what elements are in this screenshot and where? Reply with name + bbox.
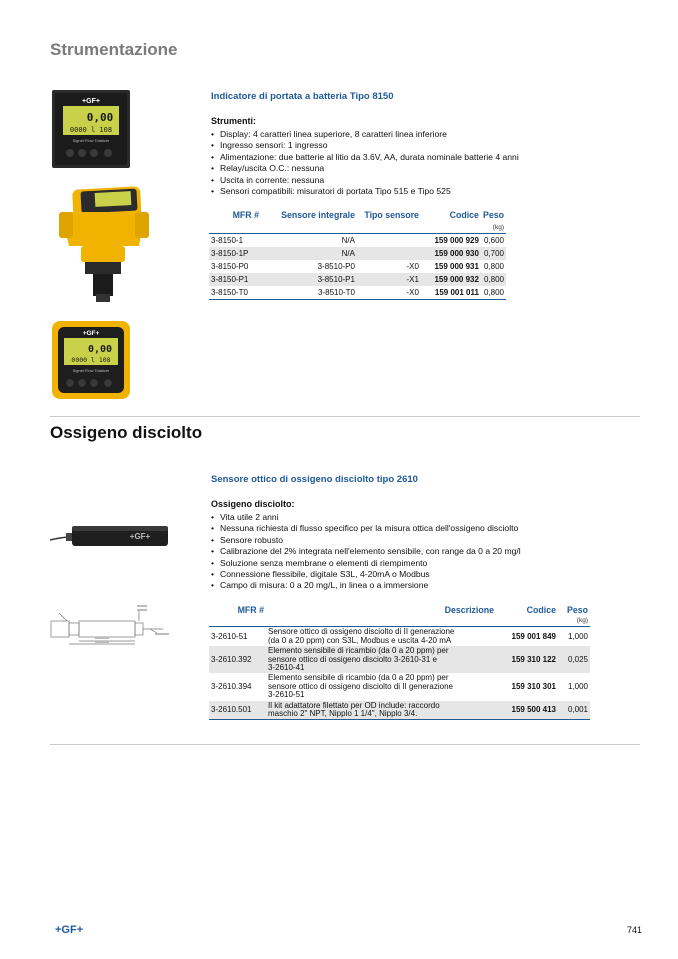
- cell-tipo: -X0: [357, 286, 421, 300]
- cell-descrizione: [266, 627, 496, 646]
- unit-label: (kg): [576, 617, 588, 624]
- cell-peso: 0,600: [481, 234, 506, 248]
- desc-line: sensore ottico di ossigeno disciolto di II generazione: [268, 681, 453, 691]
- lcd-bottom-reading: 0000 l 108: [69, 126, 113, 134]
- cell-peso: 0,800: [481, 273, 506, 286]
- product-image-8150-yellow-panel: [52, 321, 130, 399]
- brand-logo: +GF+: [129, 532, 151, 541]
- features-title-ossigeno: Ossigeno disciolto:: [211, 499, 295, 509]
- cell-peso: 1,000: [558, 627, 590, 646]
- footer-gf-logo: +GF+: [55, 924, 84, 936]
- cell-codice: 159 001 011: [421, 286, 481, 300]
- desc-line: Sensore ottico di ossigeno disciolto di II generazione: [268, 627, 455, 637]
- unit-label: (kg): [492, 224, 504, 231]
- desc-line: Elemento sensibile di ricambio (da 0 a 20 ppm) per: [268, 673, 449, 683]
- cell-mfr: 3-8150-T0: [209, 286, 261, 300]
- feature-item: • Calibrazione del 2% integrata nell'elemento sensibile, con range da 0 a 20 mg/l: [211, 546, 521, 557]
- cell-peso: 0,700: [481, 247, 506, 260]
- product-image-8150-pipe-mount: [55, 182, 152, 304]
- cell-tipo: [357, 247, 421, 260]
- cell-codice: 159 000 929: [421, 234, 481, 248]
- cell-codice: 159 001 849: [496, 627, 558, 646]
- cell-descrizione: [266, 673, 496, 700]
- cell-codice: 159 000 932: [421, 273, 481, 286]
- feature-item: • Vita utile 2 anni: [211, 512, 521, 523]
- cell-sensore: 3-8510-P0: [317, 262, 355, 271]
- section-divider: [50, 416, 640, 417]
- feature-item: • Relay/uscita O.C.: nessuna: [211, 163, 519, 174]
- page-number: 741: [627, 925, 643, 935]
- table-row: [209, 646, 590, 673]
- feature-item: • Nessuna richiesta di flusso specifico per la misura ottica dell'ossigeno disciolto: [211, 523, 521, 534]
- product-table-2610: [209, 605, 590, 720]
- cell-descrizione: [266, 701, 496, 720]
- cell-sensore: 3-8510-T0: [261, 286, 357, 300]
- cell-mfr: 3-8150-1: [209, 234, 261, 248]
- col-header-peso: Peso: [566, 605, 588, 615]
- cell-mfr: 3-8150-1P: [209, 247, 261, 260]
- product-title-8150: Indicatore di portata a batteria Tipo 8150: [211, 91, 394, 102]
- col-header-peso: Peso: [482, 210, 504, 220]
- table-row: [209, 247, 506, 260]
- technical-drawing-2610: [45, 603, 177, 647]
- cell-codice: 159 310 122: [496, 646, 558, 673]
- table-row: [209, 701, 590, 720]
- col-header-mfr: MFR #: [237, 605, 264, 615]
- cell-mfr: 3-2610.394: [211, 681, 252, 691]
- feature-item: • Soluzione senza membrane o elementi di riempimento: [211, 558, 521, 569]
- col-header-tipo-sensore: Tipo sensore: [364, 210, 419, 220]
- cell-sensore: N/A: [261, 247, 357, 260]
- cell-peso: 0,800: [481, 286, 506, 300]
- lcd-top-reading: 0,00: [86, 111, 114, 124]
- cell-mfr: 3-8150-P1: [209, 273, 261, 286]
- feature-item: • Sensori compatibili: misuratori di portata Tipo 515 e Tipo 525: [211, 186, 519, 197]
- cell-peso: 0,025: [558, 646, 590, 673]
- cell-codice: 159 000 931: [434, 262, 479, 271]
- cell-tipo: -X0: [406, 262, 419, 271]
- brand-logo: +GF+: [82, 98, 100, 105]
- desc-line: maschio 2" NPT, Nipplo 1 1/4", Nipplo 3/4.: [268, 709, 418, 719]
- table-row: [209, 260, 506, 273]
- col-header-codice: Codice: [449, 210, 479, 220]
- cell-peso: 0,800: [483, 262, 504, 271]
- desc-line: 3-2610-41: [268, 663, 305, 673]
- col-header-descrizione: Descrizione: [444, 605, 494, 615]
- features-list-8150: [211, 129, 519, 197]
- section-title-strumentazione: Strumentazione: [50, 40, 178, 59]
- cell-codice: 159 310 301: [511, 681, 556, 691]
- cell-mfr: 3-2610-51: [209, 627, 266, 646]
- cell-sensore: N/A: [261, 234, 357, 248]
- feature-item: • Connessione flessibile, digitale S3L, 4-20mA o Modbus: [211, 569, 521, 580]
- feature-item: • Sensore robusto: [211, 535, 521, 546]
- device-caption: Signet Flow Totalizer: [72, 138, 110, 143]
- cell-descrizione: [266, 646, 496, 673]
- features-title-strumenti: Strumenti:: [211, 116, 256, 126]
- col-header-mfr: MFR #: [232, 210, 259, 220]
- desc-line: 3-2610-51: [268, 690, 305, 700]
- feature-item: • Ingresso sensori: 1 ingresso: [211, 140, 519, 151]
- desc-line: Il kit adattatore filettato per OD include: raccordo: [268, 700, 440, 710]
- device-caption: Signet Flow Totalizer: [72, 368, 110, 373]
- product-image-2610-sensor: [48, 520, 172, 550]
- features-list-2610: [211, 512, 521, 592]
- section-title-ossigeno-disciolto: Ossigeno disciolto: [50, 423, 203, 442]
- col-header-codice: Codice: [526, 605, 556, 615]
- cell-tipo: -X1: [357, 273, 421, 286]
- product-image-8150-panel: [52, 90, 130, 168]
- cell-peso: 0,001: [558, 701, 590, 720]
- cell-peso: 1,000: [567, 681, 588, 691]
- col-header-sensore-integrale: Sensore integrale: [281, 210, 355, 220]
- feature-item: • Uscita in corrente: nessuna: [211, 175, 519, 186]
- desc-line: sensore ottico di ossigeno disciolto 3-2610-31 e: [268, 654, 437, 664]
- cell-tipo: [357, 234, 421, 248]
- cell-mfr: 3-2610.501: [209, 701, 266, 720]
- lcd-bottom-reading: 0000 l 108: [71, 356, 111, 364]
- table-row: [209, 627, 590, 646]
- section-divider: [50, 744, 640, 745]
- desc-line: (da 0 a 20 ppm) con S3L, Modbus e uscita 4-20 mA: [268, 635, 452, 645]
- product-table-8150: [209, 210, 506, 300]
- lcd-top-reading: 0,00: [87, 344, 113, 355]
- cell-mfr: 3-8150-P0: [211, 262, 249, 271]
- cell-codice: 159 500 413: [496, 701, 558, 720]
- cell-sensore: 3-8510-P1: [261, 273, 357, 286]
- product-title-2610: Sensore ottico di ossigeno disciolto tipo 2610: [211, 474, 418, 485]
- table-row: [209, 234, 506, 248]
- brand-logo: +GF+: [82, 330, 100, 337]
- feature-item: • Alimentazione: due batterie al litio da 3.6V, AA, durata nominale batterie 4 anni: [211, 152, 519, 163]
- table-row: [209, 273, 506, 286]
- cell-mfr: 3-2610.392: [209, 646, 266, 673]
- feature-item: • Campo di misura: 0 a 20 mg/L, in linea o a immersione: [211, 580, 521, 591]
- cell-codice: 159 000 930: [421, 247, 481, 260]
- table-row: [209, 673, 590, 700]
- table-row: [209, 286, 506, 300]
- desc-line: Elemento sensibile di ricambio (da 0 a 20 ppm) per: [268, 646, 449, 656]
- feature-item: • Display: 4 caratteri linea superiore, 8 caratteri linea inferiore: [211, 129, 519, 140]
